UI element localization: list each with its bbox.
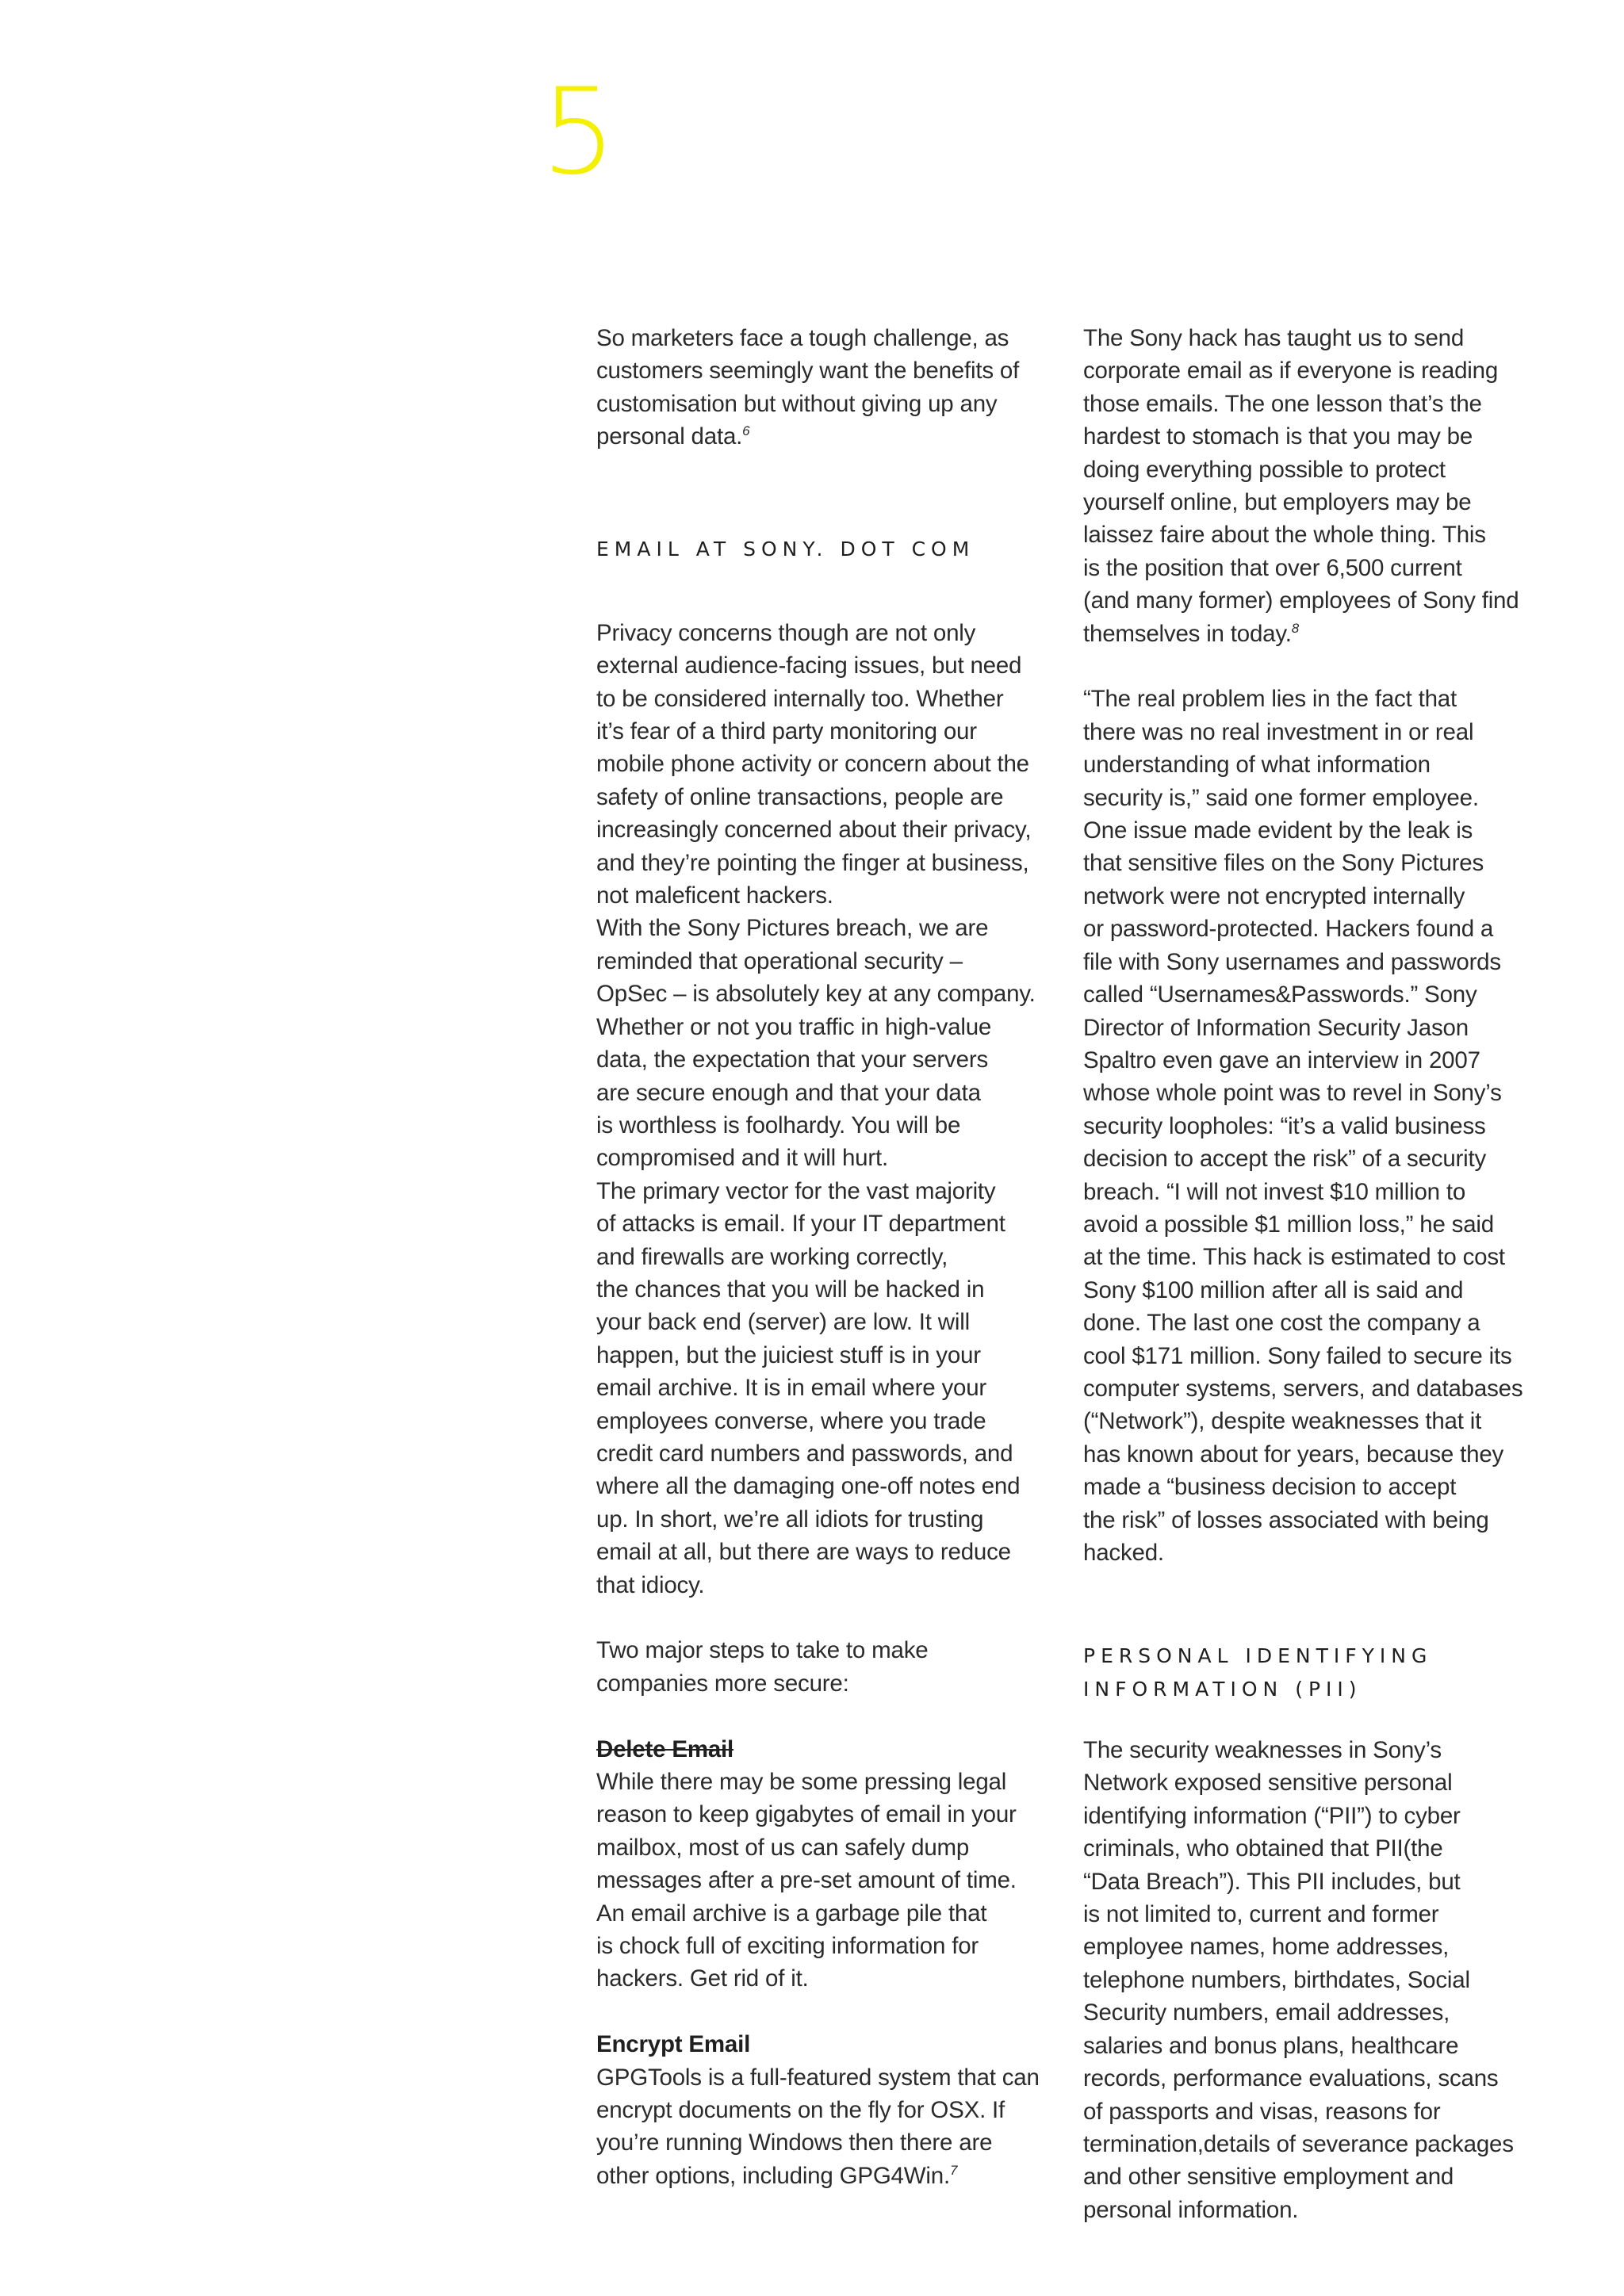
- text-line: is chock full of exciting information for: [596, 1933, 979, 1960]
- text-line: mobile phone activity or concern about the: [596, 751, 1029, 778]
- text-line: themselves in today.$^8$: [1083, 620, 1299, 647]
- text-line: hackers. Get rid of it.: [596, 1965, 809, 1992]
- text-line: up. In short, we’re all idiots for trusting: [596, 1506, 984, 1533]
- text-line: called “Usernames&Passwords.” Sony: [1083, 982, 1477, 1008]
- delete-paragraph: [596, 1766, 1064, 1996]
- text-line: safety of online transactions, people are: [596, 783, 1004, 810]
- intro-paragraph: [596, 322, 1064, 453]
- text-line: of passports and visas, reasons for: [1083, 2098, 1441, 2125]
- encrypt-paragraph: [596, 2061, 1064, 2193]
- text-line: and firewalls are working correctly,: [596, 1243, 948, 1270]
- text-line: “Data Breach”). This PII includes, but: [1083, 1868, 1461, 1895]
- text-line: Spaltro even gave an interview in 2007: [1083, 1047, 1480, 1073]
- text-line: decision to accept the risk” of a security: [1083, 1146, 1487, 1173]
- text-line: and other sensitive employment and: [1083, 2164, 1454, 2191]
- text-line: happen, but the juiciest stuff is in your: [596, 1341, 981, 1368]
- text-line: With the Sony Pictures breach, we are: [596, 915, 989, 942]
- text-line: corporate email as if everyone is reading: [1083, 358, 1499, 385]
- text-line: Sony $100 million after all is said and: [1083, 1276, 1464, 1303]
- left-column: [596, 322, 1064, 2192]
- text-line: network were not encrypted internally: [1083, 882, 1465, 909]
- sony-hack-paragraph: [1083, 322, 1551, 650]
- text-line: there was no real investment in or real: [1083, 718, 1474, 745]
- page-number: 5: [541, 63, 617, 201]
- text-line: The primary vector for the vast majority: [596, 1177, 996, 1204]
- text-line: The Sony hack has taught us to send: [1083, 325, 1465, 351]
- text-line: of attacks is email. If your IT department: [596, 1211, 1005, 1238]
- text-line: The security weaknesses in Sony’s: [1083, 1737, 1442, 1764]
- text-line: personal data.$^6$: [596, 423, 750, 450]
- footnote-ref: 7: [949, 2163, 958, 2179]
- text-line: messages after a pre-set amount of time.: [596, 1867, 1017, 1894]
- section-heading-email: EMAIL AT SONY. DOT COM: [596, 538, 975, 561]
- text-line: customisation but without giving up any: [596, 390, 998, 417]
- text-line: termination,details of severance packages: [1083, 2130, 1514, 2157]
- text-line: mailbox, most of us can safely dump: [596, 1834, 970, 1861]
- heading-line: INFORMATION (PII): [1083, 1677, 1362, 1701]
- text-line: done. The last one cost the company a: [1083, 1310, 1480, 1337]
- text-line: compromised and it will hurt.: [596, 1145, 889, 1172]
- text-line: email at all, but there are ways to reduce: [596, 1539, 1011, 1566]
- text-line: employees converse, where you trade: [596, 1407, 986, 1434]
- text-line: reminded that operational security –: [596, 947, 963, 974]
- text-line: customers seemingly want the benefits of: [596, 358, 1020, 385]
- text-line: Whether or not you traffic in high-value: [596, 1013, 992, 1040]
- text-line: security loopholes: “it’s a valid business: [1083, 1112, 1486, 1139]
- text-line: computer systems, servers, and databases: [1083, 1375, 1523, 1402]
- footnote-ref: 8: [1291, 620, 1299, 636]
- subheading-encrypt-email: Encrypt Email: [596, 2031, 751, 2058]
- text-line: Network exposed sensitive personal: [1083, 1770, 1453, 1797]
- text-line: Two major steps to take to make: [596, 1637, 929, 1664]
- text-line: external audience-facing issues, but need: [596, 652, 1022, 679]
- text-line: While there may be some pressing legal: [596, 1769, 1007, 1796]
- text-line: encrypt documents on the fly for OSX. If: [596, 2097, 1005, 2124]
- text-line: is not limited to, current and former: [1083, 1901, 1439, 1928]
- text-line: not maleficent hackers.: [596, 882, 833, 909]
- text-line: yourself online, but employers may be: [1083, 489, 1472, 516]
- text-line: telephone numbers, birthdates, Social: [1083, 1966, 1470, 1993]
- text-line: the chances that you will be hacked in: [596, 1276, 985, 1303]
- text-line: are secure enough and that your data: [596, 1079, 981, 1106]
- text-line: employee names, home addresses,: [1083, 1934, 1450, 1961]
- text-line: Privacy concerns though are not only: [596, 619, 976, 646]
- text-line: avoid a possible $1 million loss,” he said: [1083, 1211, 1494, 1238]
- text-line: whose whole point was to revel in Sony’s: [1083, 1080, 1502, 1107]
- text-line: doing everything possible to protect: [1083, 456, 1446, 483]
- text-line: and they’re pointing the finger at business,: [596, 849, 1029, 876]
- text-line: records, performance evaluations, scans: [1083, 2065, 1499, 2092]
- text-line: laissez faire about the whole thing. This: [1083, 522, 1486, 549]
- text-line: breach. “I will not invest $10 million to: [1083, 1178, 1466, 1205]
- text-line: your back end (server) are low. It will: [596, 1309, 970, 1336]
- text-line: cool $171 million. Sony failed to secure its: [1083, 1342, 1512, 1369]
- text-line: One issue made evident by the leak is: [1083, 817, 1473, 844]
- text-line: security is,” said one former employee.: [1083, 784, 1479, 811]
- text-line: has known about for years, because they: [1083, 1441, 1504, 1468]
- text-line: it’s fear of a third party monitoring our: [596, 718, 977, 745]
- text-line: OpSec – is absolutely key at any company.: [596, 981, 1036, 1008]
- text-line: where all the damaging one-off notes end: [596, 1473, 1021, 1500]
- text-line: An email archive is a garbage pile that: [596, 1900, 987, 1927]
- text-line: is the position that over 6,500 current: [1083, 554, 1462, 581]
- text-line: personal information.: [1083, 2196, 1299, 2223]
- text-line: hardest to stomach is that you may be: [1083, 423, 1473, 450]
- text-line: those emails. The one lesson that’s the: [1083, 390, 1482, 417]
- text-line: or password-protected. Hackers found a: [1083, 916, 1494, 943]
- text-line: increasingly concerned about their privacy,: [596, 817, 1032, 844]
- text-line: (and many former) employees of Sony find: [1083, 587, 1519, 614]
- text-line: other options, including GPG4Win.$^7$: [596, 2162, 958, 2189]
- privacy-paragraph: [596, 617, 1064, 1601]
- text-line: hacked.: [1083, 1540, 1164, 1567]
- text-line: criminals, who obtained that PII(the: [1083, 1835, 1443, 1862]
- text-line: is worthless is foolhardy. You will be: [596, 1112, 961, 1138]
- text-line: email archive. It is in email where your: [596, 1375, 987, 1402]
- text-line: salaries and bonus plans, healthcare: [1083, 2032, 1459, 2059]
- footnote-ref: 6: [742, 423, 750, 439]
- text-line: data, the expectation that your servers: [596, 1047, 988, 1073]
- text-line: credit card numbers and passwords, and: [596, 1440, 1013, 1467]
- right-column: [1083, 322, 1551, 2226]
- heading-line: PERSONAL IDENTIFYING: [1083, 1644, 1433, 1668]
- text-line: file with Sony usernames and passwords: [1083, 948, 1501, 975]
- pii-paragraph: [1083, 1734, 1551, 2226]
- text-line: (“Network”), despite weaknesses that it: [1083, 1408, 1482, 1435]
- text-line: to be considered internally too. Whether: [596, 685, 1004, 712]
- text-line: reason to keep gigabytes of email in your: [596, 1801, 1017, 1828]
- text-line: identifying information (“PII”) to cyber: [1083, 1802, 1461, 1829]
- section-heading-pii: [1083, 1640, 1551, 1705]
- text-line: at the time. This hack is estimated to cost: [1083, 1244, 1505, 1271]
- text-line: made a “business decision to accept: [1083, 1474, 1457, 1501]
- text-line: companies more secure:: [596, 1670, 849, 1697]
- text-line: that idiocy.: [596, 1571, 705, 1598]
- quote-paragraph: [1083, 683, 1551, 1569]
- text-line: So marketers face a tough challenge, as: [596, 325, 1009, 351]
- text-line: “The real problem lies in the fact that: [1083, 686, 1457, 713]
- text-line: Director of Information Security Jason: [1083, 1014, 1469, 1041]
- text-line: that sensitive files on the Sony Pictures: [1083, 850, 1484, 877]
- subheading-delete-email: Delete Email: [596, 1735, 734, 1762]
- text-line: GPGTools is a full-featured system that can: [596, 2064, 1040, 2091]
- text-line: you’re running Windows then there are: [596, 2130, 993, 2156]
- text-line: Security numbers, email addresses,: [1083, 1999, 1450, 2026]
- text-line: understanding of what information: [1083, 752, 1431, 779]
- steps-paragraph: [596, 1634, 1064, 1700]
- text-line: the risk” of losses associated with being: [1083, 1506, 1489, 1533]
